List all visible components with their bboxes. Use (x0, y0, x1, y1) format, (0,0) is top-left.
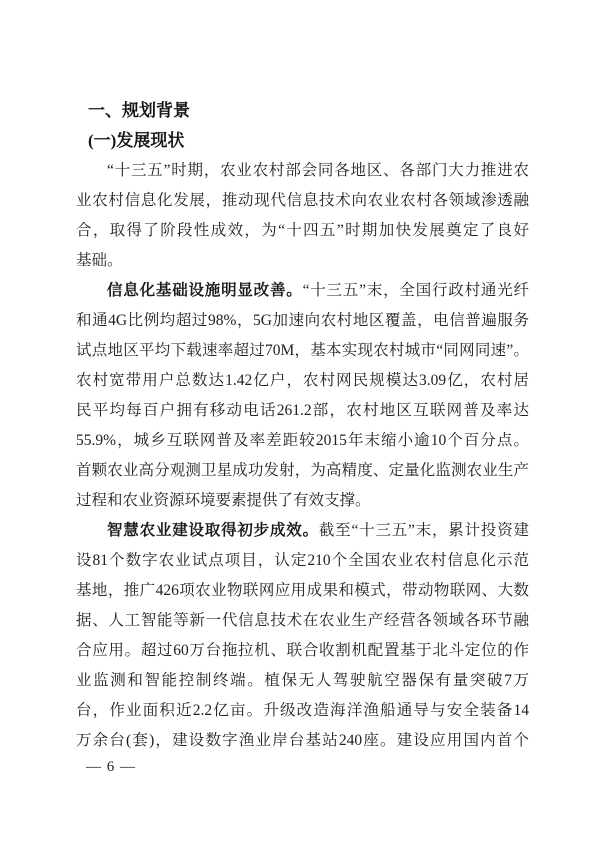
text-line: 首颗农业高分观测卫星成功发射，为高精度、定量化监测农业生产 (76, 462, 529, 479)
text-line (76, 516, 529, 546)
text-line: 台，作业面积近2.2亿亩。升级改造海洋渔船通导与安全装备14 (76, 702, 529, 719)
text-line: 合应用。超过60万台拖拉机、联合收割机配置基于北斗定位的作 (76, 642, 529, 659)
subsection-heading: (一)发展现状 (88, 131, 185, 150)
paragraph-lead-bold: 信息化基础设施明显改善。 (107, 282, 303, 299)
text-line: 55.9%，城乡互联网普及率差距较2015年末缩小逾10个百分点。 (76, 432, 529, 449)
text-line: 民平均每百户拥有移动电话261.2部，农村地区互联网普及率达 (76, 402, 529, 419)
text-line: 业监测和智能控制终端。植保无人驾驶航空器保有量突破7万 (76, 672, 529, 689)
text-line: 万余台(套)，建设数字渔业岸台基站240座。建设应用国内首个 (76, 732, 529, 749)
paragraph-infrastructure (76, 276, 529, 516)
section-heading: 一、规划背景 (88, 101, 190, 120)
text-line: 过程和农业资源环境要素提供了有效支撑。 (76, 492, 371, 509)
text-line: 农村宽带用户总数达1.42亿户，农村网民规模达3.09亿，农村居 (76, 372, 529, 389)
paragraph-lead-bold: 智慧农业建设取得初步成效。 (107, 522, 319, 539)
text-line: 基地，推广426项农业物联网应用成果和模式，带动物联网、大数 (76, 582, 529, 599)
text-line (76, 276, 529, 306)
text-line: 合，取得了阶段性成效，为“十四五”时期加快发展奠定了良好 (76, 222, 529, 239)
paragraph-smart-agriculture (76, 516, 529, 756)
text-line: 和通4G比例均超过98%，5G加速向农村地区覆盖，电信普遍服务 (76, 312, 529, 329)
page-content (76, 96, 529, 756)
text-line: 设81个数字农业试点项目，认定210个全国农业农村信息化示范 (76, 552, 529, 569)
paragraph-overview (76, 156, 529, 276)
text-line: 据、人工智能等新一代信息技术在农业生产经营各领域各环节融 (76, 612, 529, 629)
text-line: 基础。 (76, 252, 123, 269)
text-line: 试点地区平均下载速率超过70M，基本实现农村城市“同网同速”。 (76, 342, 529, 359)
page-number-footer: — 6 — (86, 759, 136, 775)
text-line: 业农村信息化发展，推动现代信息技术向农业农村各领域渗透融 (76, 192, 529, 209)
text-line: “十三五”时期，农业农村部会同各地区、各部门大力推进农 (107, 162, 529, 179)
text-run: 截至“十三五”末，累计投资建 (318, 522, 529, 539)
text-run: “十三五”末，全国行政村通光纤 (302, 282, 529, 299)
